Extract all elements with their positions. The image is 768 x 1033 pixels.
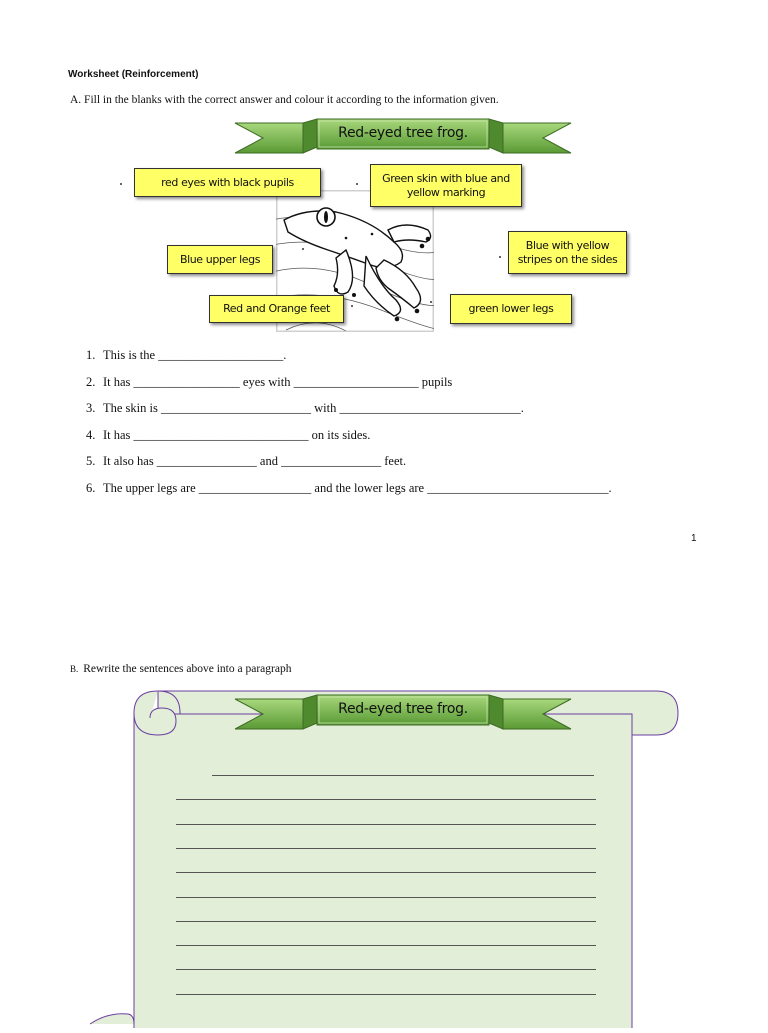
question-text: It also has ________________ and ________________ feet. <box>103 454 407 468</box>
label-skin-line1: Green skin with blue and <box>382 171 510 185</box>
scroll-banner-title: Red-eyed tree frog. <box>338 701 468 717</box>
question-text: It has _________________ eyes with ____________________ pupils <box>103 375 453 389</box>
question-number: 3. <box>86 401 96 415</box>
question-number: 6. <box>86 481 96 495</box>
scroll-title-banner <box>233 692 573 732</box>
pointer-dot <box>430 301 432 303</box>
section-b-instruction <box>70 663 291 675</box>
pointer-dot <box>302 248 304 250</box>
label-upper-legs: Blue upper legs <box>167 245 273 274</box>
label-eyes: red eyes with black pupils <box>134 168 321 197</box>
label-feet: Red and Orange feet <box>209 295 344 323</box>
writing-line[interactable] <box>176 969 596 970</box>
writing-line[interactable] <box>176 824 596 825</box>
pointer-dot <box>356 183 358 185</box>
pointer-dot <box>351 305 353 307</box>
question-item <box>86 428 370 443</box>
question-text: The upper legs are __________________ and the lower legs are _____________________________. <box>103 481 612 495</box>
worksheet-heading: Worksheet (Reinforcement) <box>68 69 199 80</box>
question-text: The skin is ________________________ with _____________________________. <box>103 401 524 415</box>
question-item <box>86 375 452 390</box>
scroll-shape <box>88 688 688 1028</box>
question-number: 2. <box>86 375 96 389</box>
pointer-dot <box>499 256 501 258</box>
label-skin-line2: yellow marking <box>406 185 486 199</box>
question-item <box>86 454 406 469</box>
page-number: 1 <box>691 533 697 544</box>
label-sides-line1: Blue with yellow <box>525 238 610 252</box>
writing-line[interactable] <box>176 897 596 898</box>
question-text: It has ____________________________ on its sides. <box>103 428 371 442</box>
question-item <box>86 481 612 496</box>
writing-line[interactable] <box>176 945 596 946</box>
writing-line[interactable] <box>212 775 594 776</box>
question-item <box>86 401 524 416</box>
writing-line[interactable] <box>176 921 596 922</box>
label-sides <box>508 231 627 274</box>
question-item <box>86 348 286 363</box>
label-lower-legs: green lower legs <box>450 294 572 324</box>
section-b-letter: B. <box>70 664 79 674</box>
writing-line[interactable] <box>176 872 596 873</box>
question-number: 5. <box>86 454 96 468</box>
pointer-dot <box>120 183 122 185</box>
question-text: This is the ____________________. <box>103 348 287 362</box>
writing-line[interactable] <box>176 994 596 995</box>
label-skin <box>370 164 522 207</box>
writing-line[interactable] <box>176 848 596 849</box>
section-b-text: Rewrite the sentences above into a paragraph <box>83 663 292 675</box>
writing-scroll <box>88 688 688 1024</box>
question-number: 1. <box>86 348 96 362</box>
banner-title: Red-eyed tree frog. <box>338 125 468 141</box>
section-a-instruction: A. Fill in the blanks with the correct answer and colour it according to the information given. <box>70 94 499 106</box>
question-number: 4. <box>86 428 96 442</box>
title-banner <box>233 116 573 156</box>
writing-line[interactable] <box>176 799 596 800</box>
label-sides-line2: stripes on the sides <box>517 252 618 266</box>
